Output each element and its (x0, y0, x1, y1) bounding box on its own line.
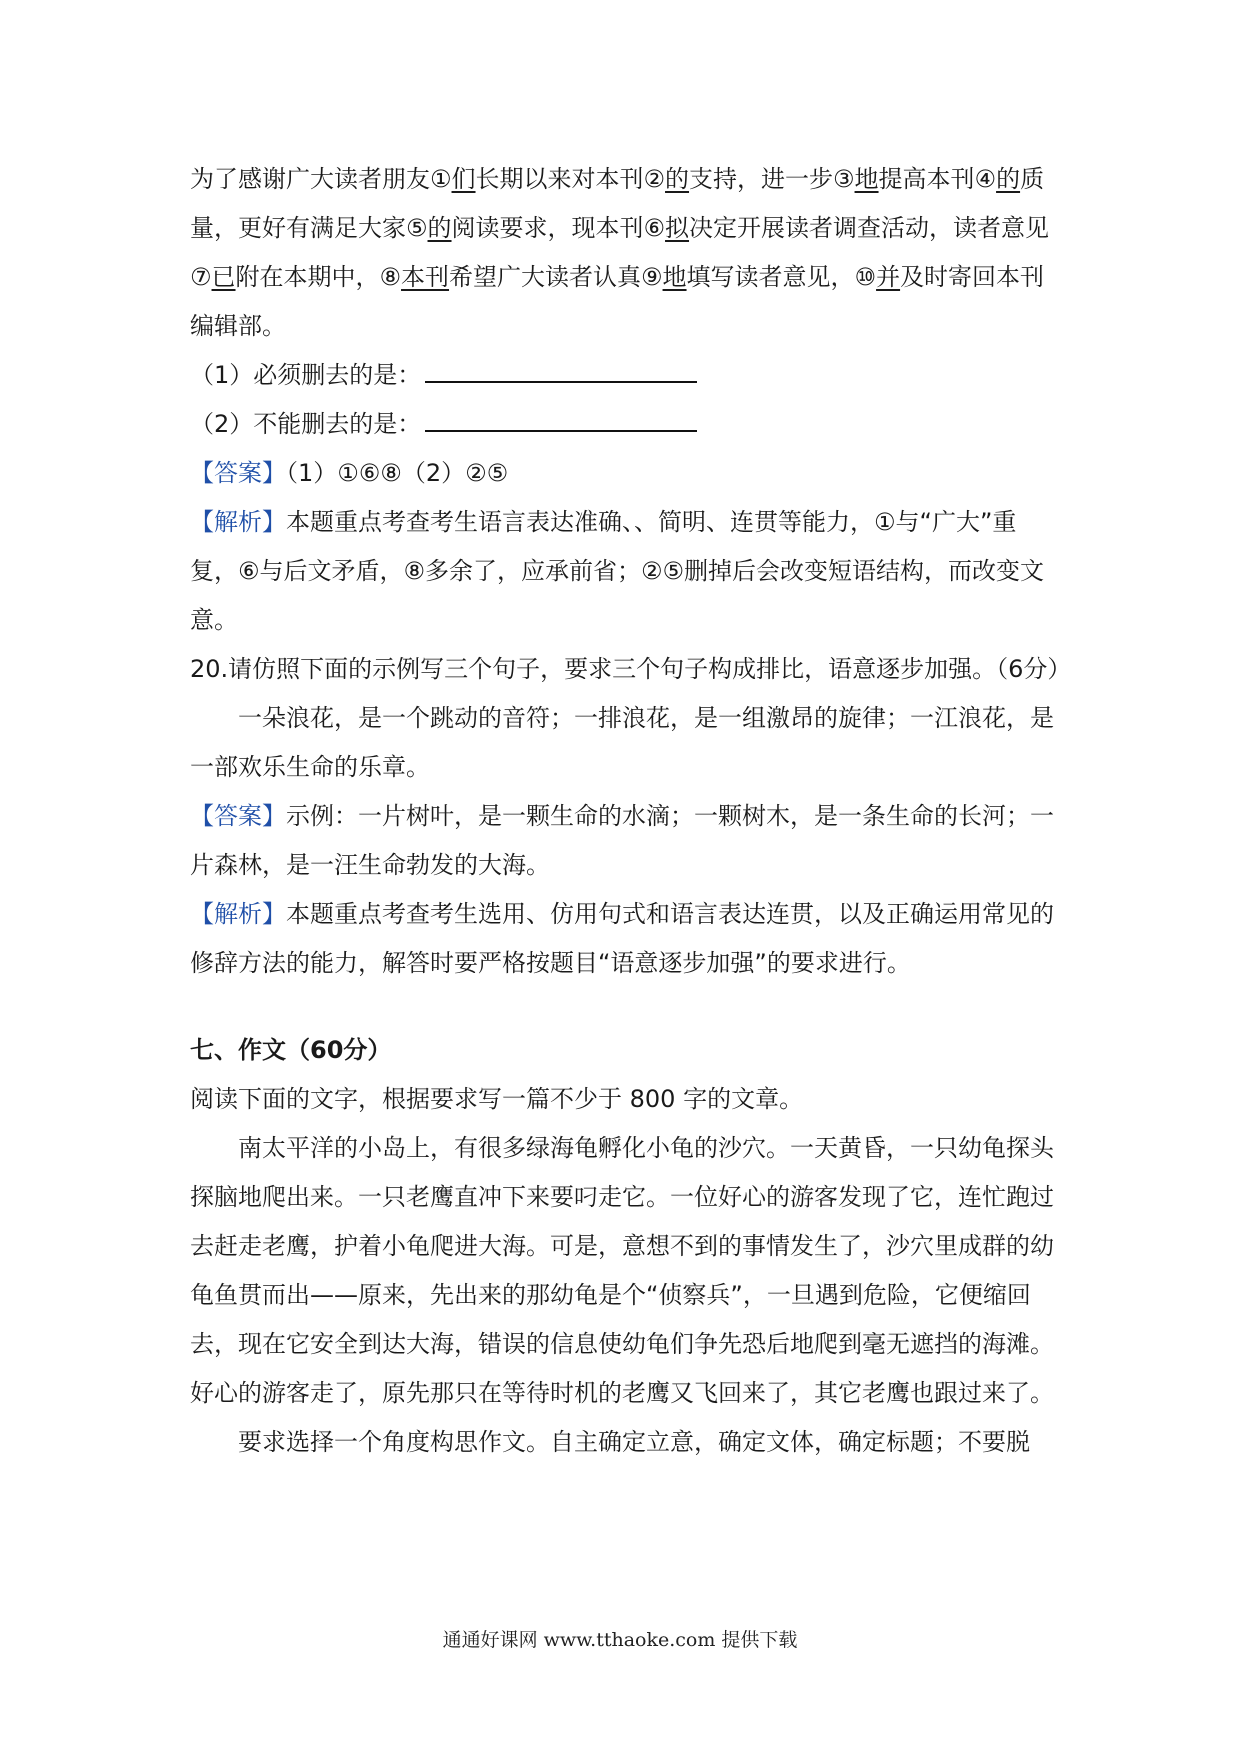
underlined-word: 本刊 (401, 263, 450, 291)
example-sentence: 一朵浪花，是一个跳动的音符；一排浪花，是一组激昂的旋律；一江浪花，是一部欢乐生命的乐章。 (190, 704, 1054, 781)
underlined-word: 的 (996, 165, 1021, 193)
sub-question-1: （1）必须删去的是： (190, 351, 1060, 400)
composition-story: 南太平洋的小岛上，有很多绿海龟孵化小龟的沙穴。一天黄昏，一只幼龟探头探脑地爬出来。一只老鹰直冲下来要叼走它。一位好心的游客发现了它，连忙跑过去赶走老鹰，护着小龟爬进大海。可是，意想不到的事情发生了，沙穴里成群的幼龟鱼贯而出——原来，先出来的那幼龟是个“侦察兵”，一旦遇到危险，它便缩回去，现在它安全到达大海，错误的信息使幼龟们争先恐后地爬到毫无遮挡的海滩。好心的游客走了，原先那只在等待时机的老鹰又飞回来了，其它老鹰也跟过来了。 (190, 1134, 1054, 1407)
answer-20: 【答案】示例：一片树叶，是一颗生命的水滴；一颗树木，是一条生命的长河；一片森林，是一汪生命勃发的大海。 (190, 802, 1054, 879)
underlined-word: 的 (665, 165, 690, 193)
page-footer: 通通好课网 www.tthaoke.com 提供下载 (442, 1629, 798, 1651)
analysis-tag: 【解析】 (190, 900, 286, 928)
underlined-word: 已 (211, 263, 236, 291)
question-20: 20.请仿照下面的示例写三个句子，要求三个句子构成排比，语意逐步加强。（6分） (190, 655, 1072, 683)
answer-blank (425, 353, 697, 383)
underlined-word: 地 (662, 263, 687, 291)
underlined-word: 拟 (665, 214, 690, 242)
answer-19: 【答案】（1）①⑥⑧（2）②⑤ (190, 459, 509, 487)
document-page (190, 155, 1072, 1467)
analysis-tag: 【解析】 (190, 508, 286, 536)
answer-tag: 【答案】 (190, 802, 286, 830)
underlined-word: 的 (427, 214, 452, 242)
analysis-20: 【解析】本题重点考查考生选用、仿用句式和语言表达连贯，以及正确运用常见的修辞方法的能力，解答时要严格按题目“语意逐步加强”的要求进行。 (190, 900, 1054, 977)
underlined-word: 并 (876, 263, 901, 291)
answer-blank (425, 402, 697, 432)
underlined-word: 地 (854, 165, 879, 193)
answer-tag: 【答案】 (190, 459, 286, 487)
composition-requirement: 要求选择一个角度构思作文。自主确定立意，确定文体，确定标题；不要脱 (238, 1428, 1030, 1456)
section-heading: 七、作文（60分） (190, 1036, 392, 1064)
composition-instruction: 阅读下面的文字，根据要求写一篇不少于 800 字的文章。 (190, 1085, 804, 1113)
underlined-word: 们 (451, 165, 476, 193)
sub-question-2: （2）不能删去的是： (190, 400, 1060, 449)
analysis-19: 【解析】本题重点考查考生语言表达准确、、简明、连贯等能力，①与“广大”重复，⑥与后文矛盾，⑧多余了，应承前省；②⑤删掉后会改变短语结构，而改变文意。 (190, 508, 1045, 634)
passage-paragraph: 为了感谢广大读者朋友①们长期以来对本刊②的支持，进一步③地提高本刊④的质量，更好有满足大家⑤的阅读要求，现本刊⑥拟决定开展读者调查活动，读者意见⑦已附在本期中，⑧本刊希望广大读者认真⑨地填写读者意见，⑩并及时寄回本刊编辑部。 (190, 165, 1050, 340)
